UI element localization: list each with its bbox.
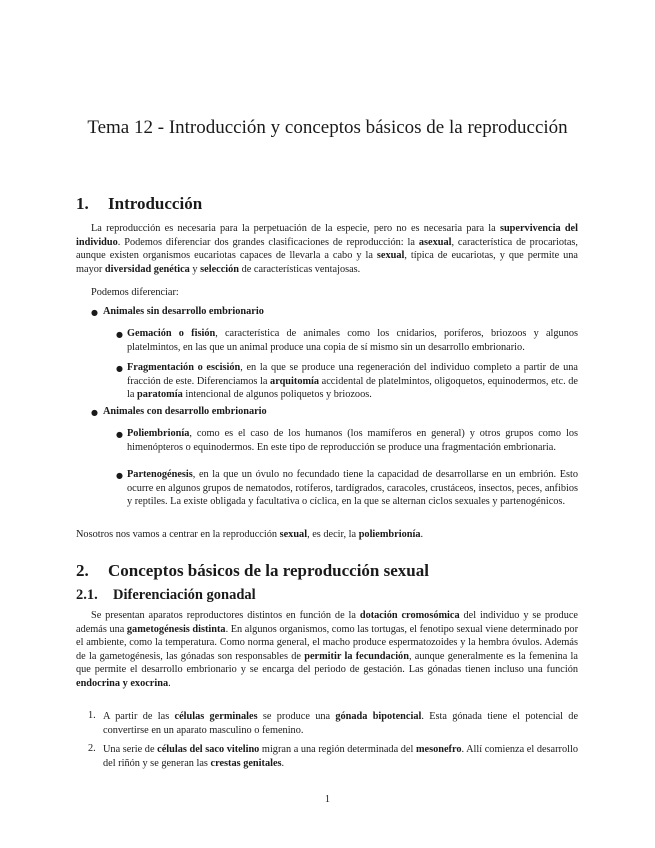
group-2-label: Animales con desarrollo embrionario	[103, 406, 267, 417]
intro-lead-text: Podemos diferenciar:	[91, 287, 179, 298]
list-number: 1.	[88, 710, 96, 721]
section-1-heading	[76, 194, 202, 214]
list-item-1: A partir de las células germinales se produce una gónada bipotencial. Esta gónada tiene el potencial de convertirse en un aparato masculino o femenino.	[103, 711, 579, 736]
list-number: 2.	[88, 743, 96, 754]
group-2-item-1: Poliembrionía, como es el caso de los humanos (los mamíferos en general) y otros grupos como los himenópteros o equinodermos. En este tipo de reproducción se produce una fragmentación embrionaria.	[127, 428, 578, 453]
group-1-item-1: Gemación o fisión, característica de animales como los cnidarios, poríferos, briozoos y algunos platelmintos, en las que un animal produce una copia de sí mismo sin un desarrollo embrionario.	[127, 328, 578, 353]
bullet-icon: ●	[91, 308, 98, 317]
group-2-item-2: Partenogénesis, en la que un óvulo no fecundado tiene la capacidad de desarrollarse en un embrión. Esto ocurre en algunos grupos de nematodos, rotíferos, tardígrados, caracoles, crustáceos, insectos, peces, anfibios y reptiles. La existe obligada y facultativa o cíclica, en la que se alternan ciclos sexuales y partenogénicos.	[127, 469, 578, 508]
subsection-2-1-title: Diferenciación gonadal	[113, 587, 256, 603]
group-1-item-2: Fragmentación o escisión, en la que se produce una regeneración del individuo completo a partir de una fracción de este. Diferenciamos la arquitomía accidental de platelmintos, oligoquetos, equinodermos, etc. de la paratomía intencional de algunos poliquetos y briozoos.	[127, 362, 579, 401]
bullet-icon: ●	[116, 471, 123, 480]
gonadal-paragraph: Se presentan aparatos reproductores distintos en función de la dotación cromosómica del individuo y se produce además una gametogénesis distinta. En algunos organismos, como las tortugas, el fenotipo sexual viene determinado por el ambiente, como la temperatura. Como norma general, el macho produce espermatozoides y la hembra óvulos. Además de la gametogénesis, las gónadas son responsables de permitir la fecundación, aunque generalmente es la femenina la que permite el desarrollo embrionario y se encarga del periodo de gestación. Las gónadas tienen incluso una función endocrina y exocrina.	[76, 610, 578, 689]
section-1-closing: Nosotros nos vamos a centrar en la reproducción sexual, es decir, la poliembrionía.	[76, 529, 424, 540]
subsection-2-1-number: 2.1.	[76, 587, 98, 603]
section-1-title: Introducción	[108, 194, 203, 213]
section-2-title: Conceptos básicos de la reproducción sexual	[108, 561, 429, 580]
subsection-2-1-heading	[76, 587, 256, 604]
bullet-icon: ●	[91, 408, 98, 417]
document-title: Tema 12 - Introducción y conceptos básicos de la reproducción	[87, 117, 568, 138]
group-1-label: Animales sin desarrollo embrionario	[103, 306, 264, 317]
intro-paragraph: La reproducción es necesaria para la perpetuación de la especie, pero no es necesaria para la supervivencia del individuo. Podemos diferenciar dos grandes clasificaciones de reproducción: la asexual, característica de procariotas, aunque existen organismos eucariotas capaces de llevarla a cabo y la sexual, típica de eucariotas, y que permite una mayor diversidad genética y selección de características ventajosas.	[76, 223, 578, 275]
section-2-number: 2.	[76, 561, 89, 580]
bullet-icon: ●	[116, 364, 123, 373]
bullet-icon: ●	[116, 330, 123, 339]
list-item-2: Una serie de células del saco vitelino migran a una región determinada del mesonefro. Allí comienza el desarrollo del riñón y se generan las crestas genitales.	[103, 744, 578, 769]
bullet-icon: ●	[116, 430, 123, 439]
page-number: 1	[324, 794, 331, 805]
section-2-heading	[76, 561, 429, 581]
section-1-number: 1.	[76, 194, 89, 213]
